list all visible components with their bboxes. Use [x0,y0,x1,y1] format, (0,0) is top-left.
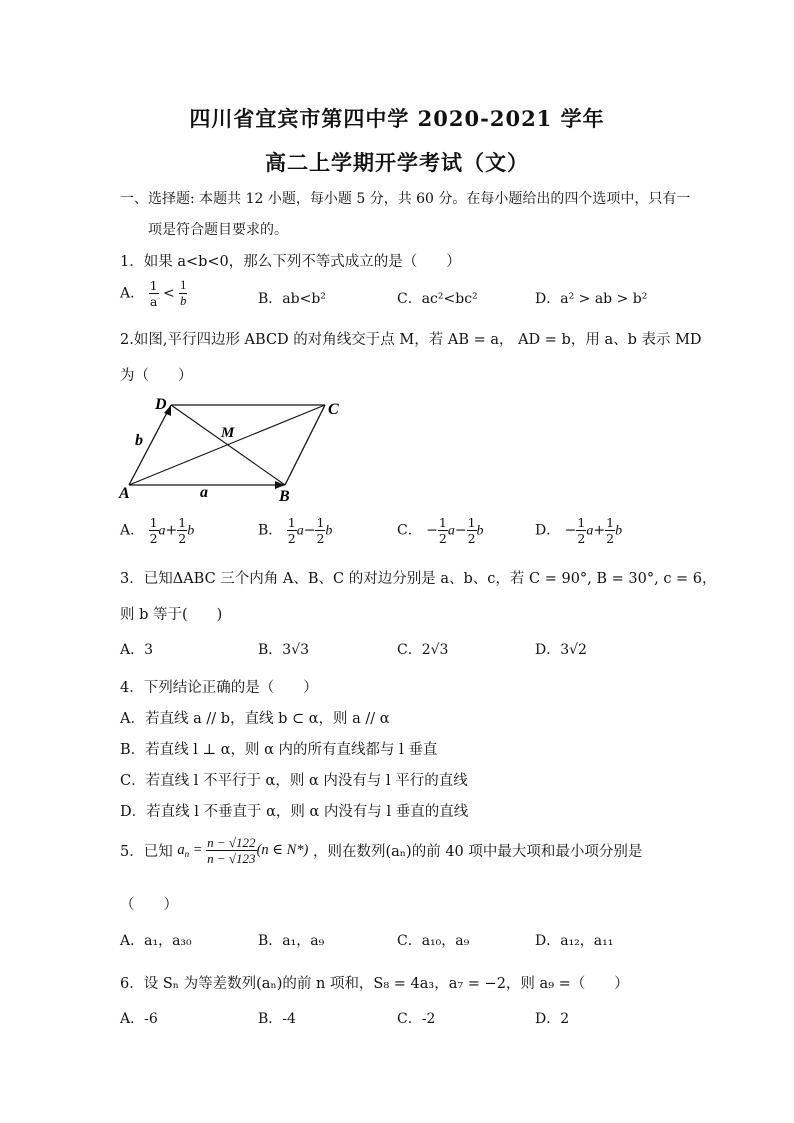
parallelogram-figure [115,395,345,505]
q4-option-b: B．若直线 l ⊥ α，则 α 内的所有直线都与 l 垂直 [120,742,438,758]
q4-stem: 4．下列结论正确的是（ ） [120,680,318,696]
q1-stem: 1．如果 a<b<0，那么下列不等式成立的是（ ） [120,254,461,270]
q4-option-c: C．若直线 l 不平行于 α，则 α 内没有与 l 平行的直线 [120,773,468,789]
document-subtitle: 高二上学期开学考试（文） [265,150,529,175]
section-heading-line2: 项是符合题目要求的。 [148,222,288,238]
vertex-c-label: C [328,401,339,418]
q6-option-a: A．-6 [120,1011,158,1027]
q2-option-b-label: B． [258,522,283,539]
fraction-1-over-a: $\frac{1}{a}$ [149,278,158,309]
vertex-d-label: D [155,396,167,413]
q2-option-d: D． − $\frac{1}{2}$ a+ $\frac{1}{2}$ b [535,515,623,546]
q1-option-d: D．a² > ab > b² [535,291,648,307]
q5-stem-line1 [120,835,642,866]
q3-stem-line2: 则 b 等于( ) [120,607,223,623]
diagonal-ac [129,405,325,485]
q3-option-b: B．3√3 [258,642,310,658]
q3-option-a: A．3 [120,642,154,658]
section-heading-line1: 一、选择题: 本题共 12 小题，每小题 5 分，共 60 分。在每小题给出的四个选项中，只有一 [120,191,691,207]
side-a-label: a [200,484,208,501]
q2-stem-line1: 2.如图,平行四边形 ABCD 的对角线交于点 M，若 AB = a， AD = b，用 a、b 表示 MD [120,332,702,348]
diagonal-bd [171,405,285,485]
q5-option-a: A．a₁，a₃₀ [120,933,192,949]
q5-option-d: D．a₁₂，a₁₁ [535,933,614,949]
q3-option-c: C．2√3 [397,642,449,658]
q2-option-d-label: D． [535,522,561,539]
q6-option-d: D．2 [535,1011,570,1027]
q6-stem: 6．设 Sₙ 为等差数列(aₙ)的前 n 项和，S₈ = 4a₃，a₇ = −2，则 a₉ =（ ） [120,976,629,992]
document-title: 四川省宜宾市第四中学 2020-2021 学年 [189,106,605,131]
q2-option-c-label: C． [397,522,422,539]
q4-option-a: A．若直线 a // b，直线 b ⊂ α，则 a // α [120,711,390,727]
q6-option-c: C．-2 [397,1011,436,1027]
point-m-label: M [221,425,235,441]
q5-option-b: B．a₁，a₉ [258,933,325,949]
q1-option-a-label: A． [120,285,145,302]
q2-stem-line2: 为（ ） [120,368,193,384]
q1-option-c: C．ac²<bc² [397,291,478,307]
vertex-a-label: A [119,485,130,502]
q5-stem-suffix: ，则在数列(aₙ)的前 40 项中最大项和最小项分别是 [312,844,643,860]
q3-stem-line1: 3．已知ΔABC 三个内角 A、B、C 的对边分别是 a、b、c，若 C = 90°, B = 30°, c = 6， [120,571,717,587]
q5-option-c: C．a₁₀，a₉ [397,933,470,949]
vertex-b-label: B [279,488,290,505]
q1-option-b: B．ab<b² [258,291,326,307]
q5-stem-line2: （ ） [120,897,178,913]
q6-option-b: B．-4 [258,1011,296,1027]
fraction-1-over-b: $\frac{1}{b}$ [180,278,187,308]
q3-option-d: D．3√2 [535,642,587,658]
q2-option-a-label: A． [120,522,145,539]
side-bc [285,405,325,485]
q2-option-a: A． $\frac{1}{2}$ a+ $\frac{1}{2}$ b [120,515,195,546]
q5-formula: $a_n$ = $\frac{n - √122}{n - √123}$ (n ∈ N*) [177,835,309,866]
q5-stem-prefix: 5．已知 [120,844,173,860]
side-b-label: b [135,432,143,449]
q1-option-a: A． $\frac{1}{a}$ < $\frac{1}{b}$ [120,278,187,309]
q4-option-d: D．若直线 l 不垂直于 α，则 α 内没有与 l 垂直的直线 [120,804,469,820]
q2-option-c: C． − $\frac{1}{2}$ a− $\frac{1}{2}$ b [397,515,484,546]
q2-option-b: B． $\frac{1}{2}$ a− $\frac{1}{2}$ b [258,515,333,546]
